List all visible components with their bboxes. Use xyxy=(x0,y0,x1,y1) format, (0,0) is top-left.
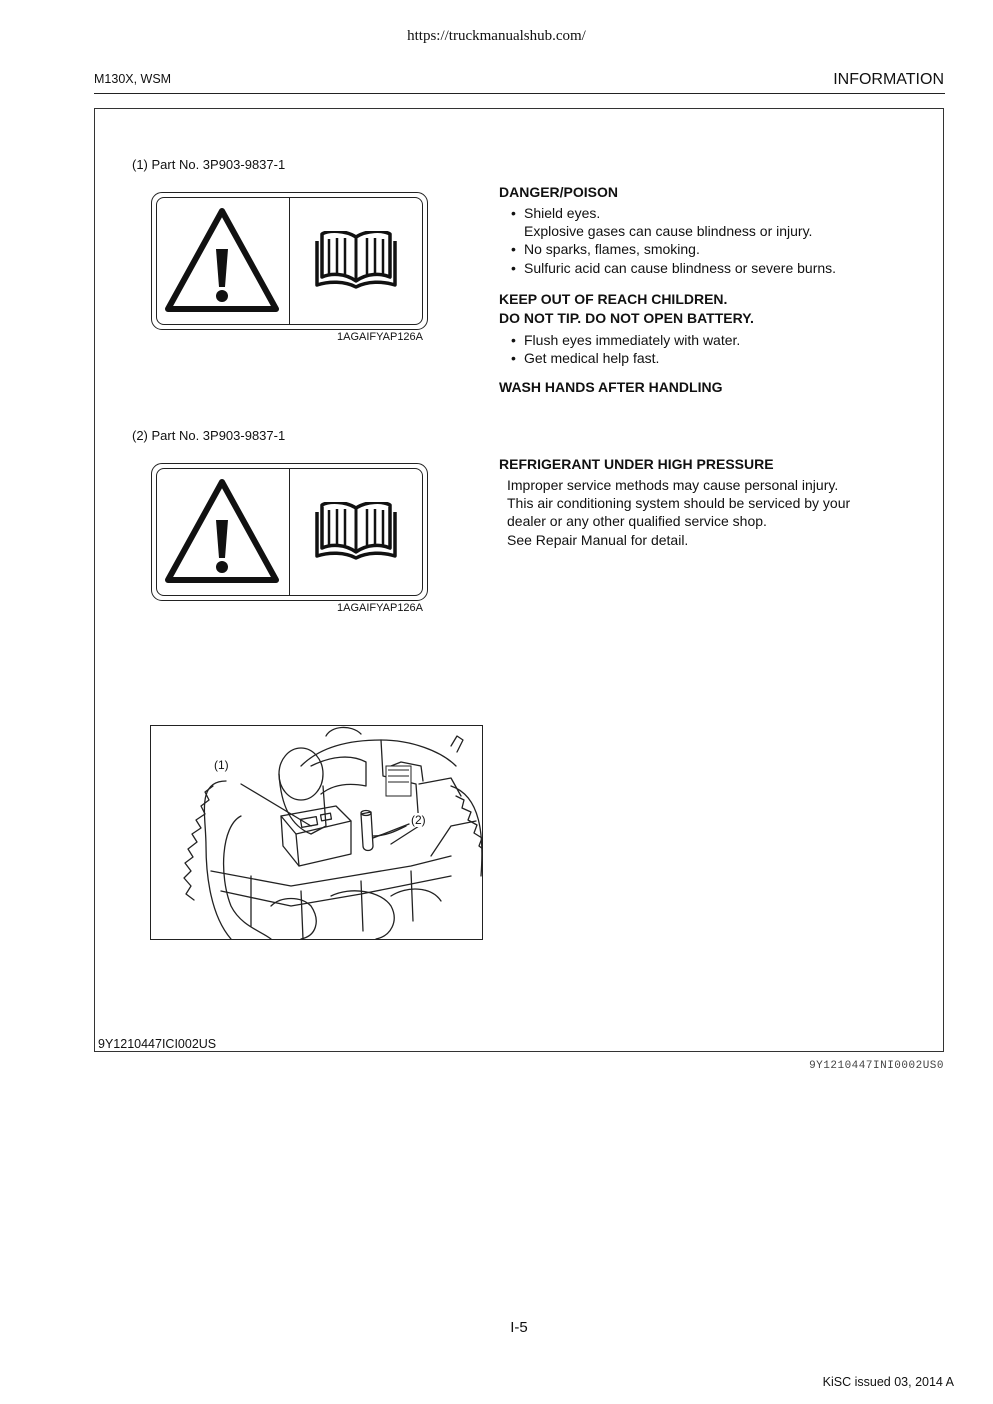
tractor-battery-figure xyxy=(150,725,483,940)
document-code: 9Y1210447INI0002US0 xyxy=(809,1060,944,1072)
bullet-medical-help: • Get medical help fast. xyxy=(524,350,659,366)
keep-out-heading: KEEP OUT OF REACH CHILDREN. xyxy=(499,291,728,307)
refrigerant-heading: REFRIGERANT UNDER HIGH PRESSURE xyxy=(499,456,774,472)
page-number: I-5 xyxy=(510,1319,528,1336)
label-code-1: 1AGAIFYAP126A xyxy=(337,331,424,343)
bullet-no-sparks: • No sparks, flames, smoking. xyxy=(524,241,700,257)
do-not-tip-heading: DO NOT TIP. DO NOT OPEN BATTERY. xyxy=(499,310,754,326)
callout-2: (2) xyxy=(411,813,426,827)
refrigerant-line-3: dealer or any other qualified service shop. xyxy=(507,513,767,529)
header-rule xyxy=(94,93,945,94)
bullet-sulfuric-acid: • Sulfuric acid can cause blindness or severe burns. xyxy=(524,260,836,276)
part-number-2: (2) Part No. 3P903-9837-1 xyxy=(132,428,286,443)
warning-triangle-icon xyxy=(164,478,280,586)
bullet-continuation: Explosive gases can cause blindness or injury. xyxy=(524,223,813,239)
callout-1: (1) xyxy=(214,758,229,772)
refrigerant-line-2: This air conditioning system should be serviced by your xyxy=(507,495,851,511)
label-code-2: 1AGAIFYAP126A xyxy=(337,602,424,614)
issue-note: KiSC issued 03, 2014 A xyxy=(822,1375,954,1389)
part-number-1: (1) Part No. 3P903-9837-1 xyxy=(132,157,286,172)
danger-poison-heading: DANGER/POISON xyxy=(499,184,619,200)
source-url[interactable]: https://truckmanualshub.com/ xyxy=(407,28,586,44)
warning-triangle-icon xyxy=(164,207,280,315)
figure-code: 9Y1210447ICI002US xyxy=(98,1037,217,1051)
manual-book-icon xyxy=(315,231,397,291)
tractor-line-drawing xyxy=(151,726,483,940)
section-header: INFORMATION xyxy=(833,71,944,88)
model-header: M130X, WSM xyxy=(94,72,172,86)
refrigerant-line-4: See Repair Manual for detail. xyxy=(507,532,689,548)
bullet-shield-eyes: • Shield eyes. xyxy=(524,205,600,221)
refrigerant-line-1: Improper service methods may cause personal injury. xyxy=(507,477,839,493)
bullet-flush-eyes: • Flush eyes immediately with water. xyxy=(524,332,740,348)
wash-hands-heading: WASH HANDS AFTER HANDLING xyxy=(499,379,723,395)
safety-label-2 xyxy=(151,463,428,601)
manual-book-icon xyxy=(315,502,397,562)
safety-label-1 xyxy=(151,192,428,330)
